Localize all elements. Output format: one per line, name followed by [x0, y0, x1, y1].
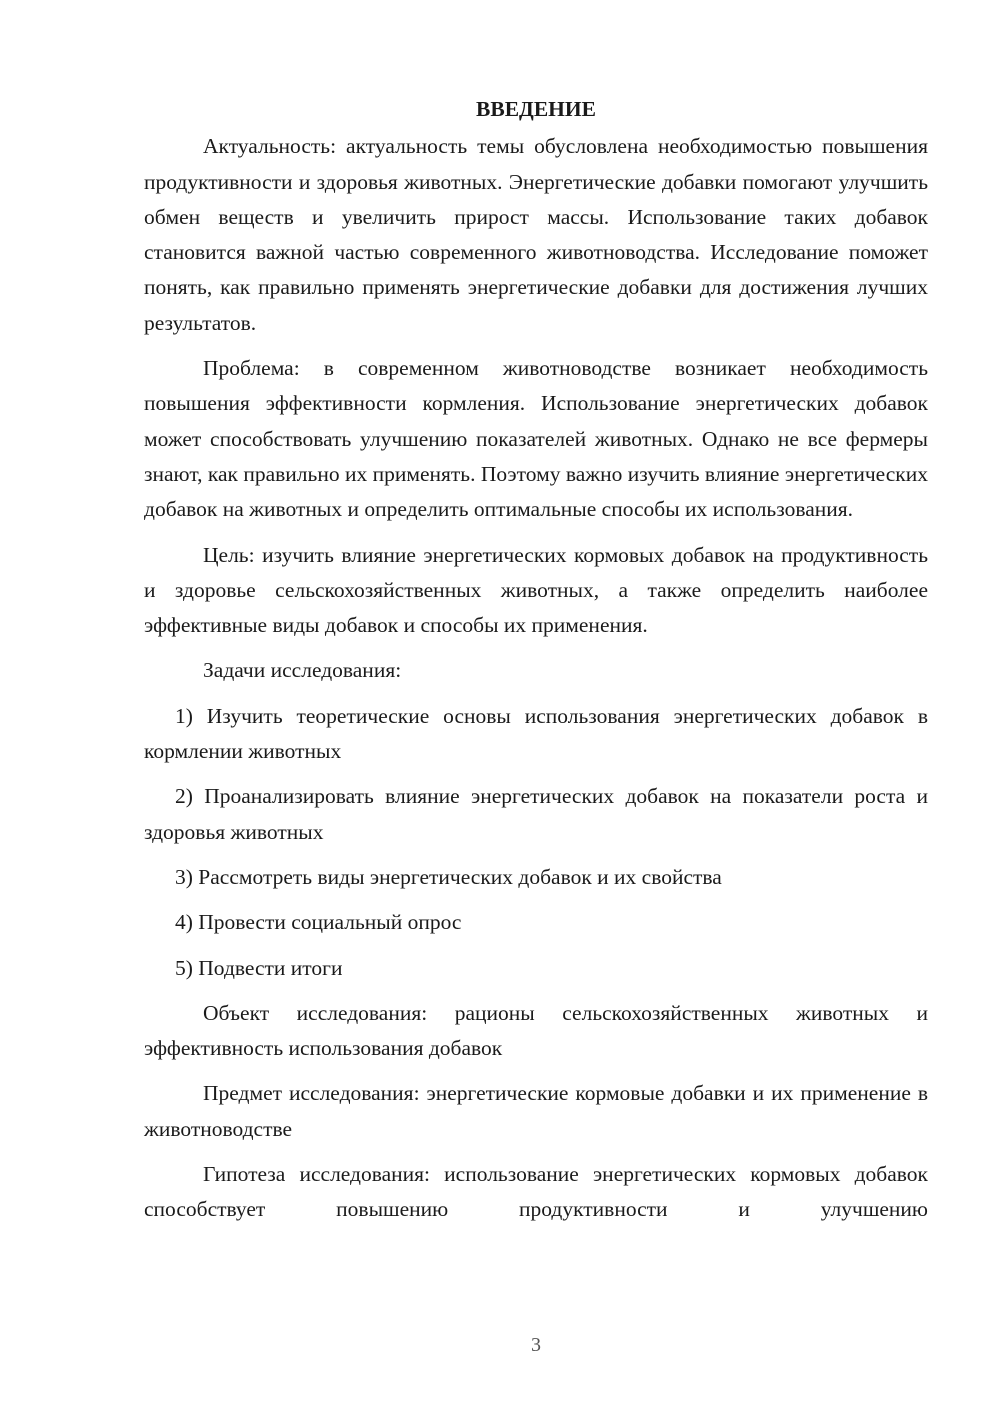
paragraph-goal: Цель: изучить влияние энергетических кормовых добавок на продуктивность и здоровье сельскохозяйственных животных, а также определить наиболее эффективные виды добавок и способы их применения. — [144, 542, 928, 638]
tasks-heading: Задачи исследования: — [203, 658, 402, 683]
paragraph-object: Объект исследования: рационы сельскохозяйственных животных и эффективность использования добавок — [144, 1000, 928, 1061]
document-page — [144, 92, 928, 1238]
page-number: 3 — [531, 1334, 541, 1356]
paragraph-subject: Предмет исследования: энергетические кормовые добавки и их применение в животноводстве — [144, 1081, 928, 1141]
task-item-3: 3) Рассмотреть виды энергетических добавок и их свойства — [175, 864, 722, 889]
task-item-5: 5) Подвести итоги — [175, 955, 343, 980]
paragraph-problem: Проблема: в современном животноводстве возникает необходимость повышения эффективности кормления. Использование энергетических добавок может способствовать улучшению показателей животных. Однако не все фермеры знают, как правильно их применять. Поэтому важно изучить влияние энергетических добавок на животных и определить оптимальные способы их использования. — [144, 356, 928, 522]
paragraph-hypothesis: Гипотеза исследования: использование энергетических кормовых добавок способствует повышению продуктивности и улучшению — [144, 1162, 928, 1222]
task-item-1: 1) Изучить теоретические основы использования энергетических добавок в кормлении животных — [144, 703, 928, 764]
section-title: ВВЕДЕНИЕ — [476, 97, 596, 121]
paragraph-relevance: Актуальность: актуальность темы обусловлена необходимостью повышения продуктивности и здоровья животных. Энергетические добавки помогают улучшить обмен веществ и увеличить прирост массы. Использование таких добавок становится важной частью современного животноводства. Исследование поможет понять, как правильно применять энергетические добавки для достижения лучших результатов. — [144, 134, 928, 335]
task-item-4: 4) Провести социальный опрос — [175, 910, 462, 935]
task-item-2: 2) Проанализировать влияние энергетических добавок на показатели роста и здоровья животных — [144, 784, 928, 844]
